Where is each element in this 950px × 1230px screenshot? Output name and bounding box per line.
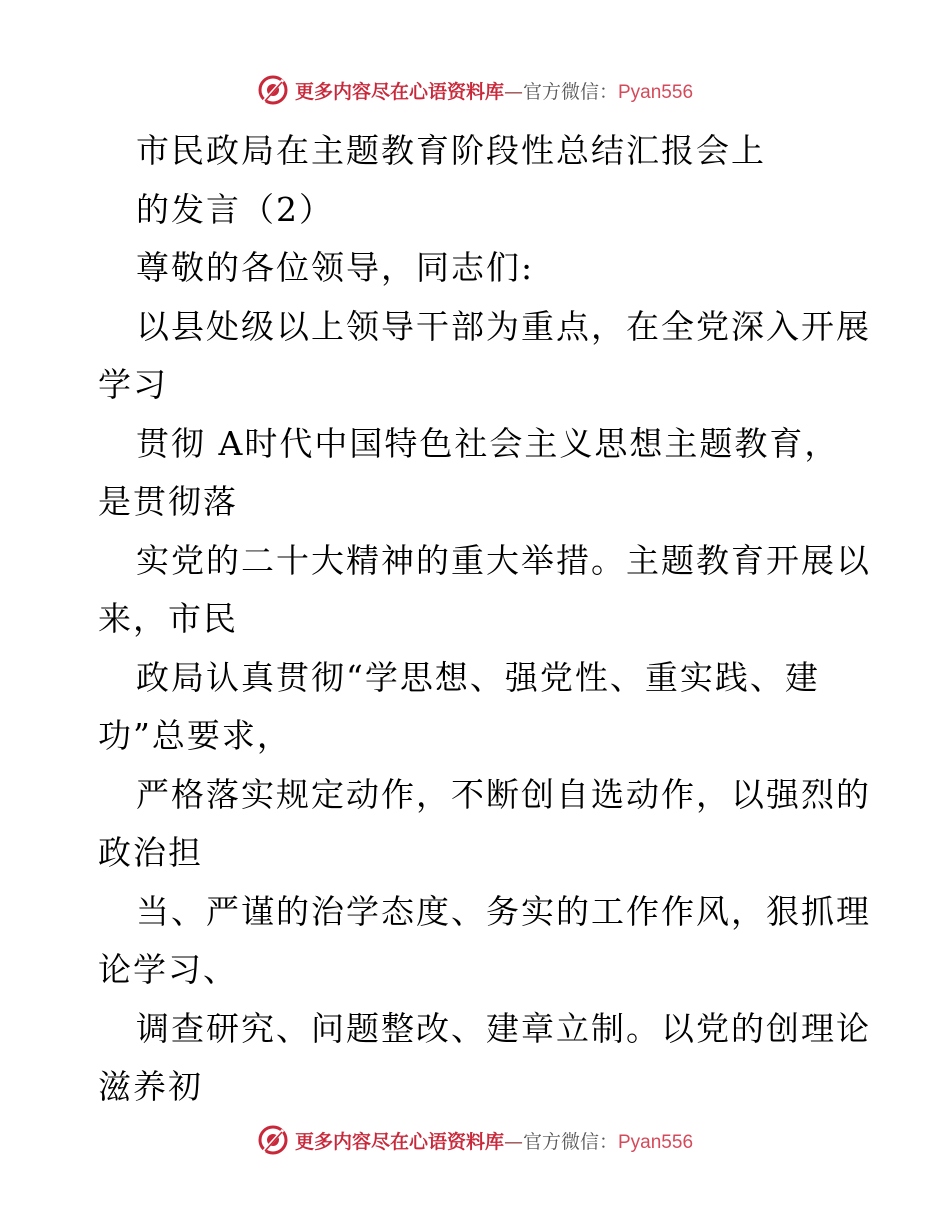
banner-wechat-label: 官方微信：: [522, 80, 618, 103]
document-line: 市民政局在主题教育阶段性总结汇报会上: [136, 131, 766, 170]
feather-quill-logo-icon: [257, 1124, 289, 1156]
document-line: 严格落实规定动作，不断创自选动作，以强烈的: [136, 774, 871, 814]
document-line: 政治担: [98, 833, 203, 872]
document-line: 调查研究、问题整改、建章立制。以党的创理论: [136, 1008, 871, 1048]
header-banner: [0, 70, 950, 110]
document-line: 当、严谨的治学态度、务实的工作作风，狠抓理: [136, 891, 871, 931]
document-line: 实党的二十大精神的重大举措。主题教育开展以: [136, 540, 871, 580]
banner-brand: 更多内容尽在心语资料库: [294, 1130, 504, 1153]
document-line: 学习: [98, 365, 168, 404]
document-line: 尊敬的各位领导，同志们:: [136, 248, 535, 287]
banner-wechat-id: Pyan556: [618, 81, 694, 103]
document-line: 来，市民: [98, 599, 238, 638]
document-line: 滋养初: [98, 1067, 203, 1106]
document-line: 功”总要求，: [98, 716, 292, 755]
feather-quill-logo-icon: [257, 74, 289, 106]
banner-wechat-id: Pyan556: [618, 1131, 694, 1153]
document-line: 是贯彻落: [98, 482, 238, 521]
footer-banner: [0, 1120, 950, 1160]
document-line: 论学习、: [98, 950, 238, 989]
document-line: 贯彻 A时代中国特色社会主义思想主题教育，: [136, 423, 840, 463]
banner-wechat-label: 官方微信：: [522, 1130, 618, 1153]
banner-dash: —: [503, 80, 523, 103]
document-line: 政局认真贯彻“学思想、强党性、重实践、建: [136, 657, 820, 697]
banner-text: [295, 1127, 693, 1154]
document-line: 以县处级以上领导干部为重点，在全党深入开展: [136, 306, 871, 346]
banner-text: [295, 77, 693, 104]
banner-dash: —: [503, 1130, 523, 1153]
document-line: 的发言（2）: [136, 189, 334, 229]
document-body: [98, 122, 871, 1117]
banner-brand: 更多内容尽在心语资料库: [294, 80, 504, 103]
